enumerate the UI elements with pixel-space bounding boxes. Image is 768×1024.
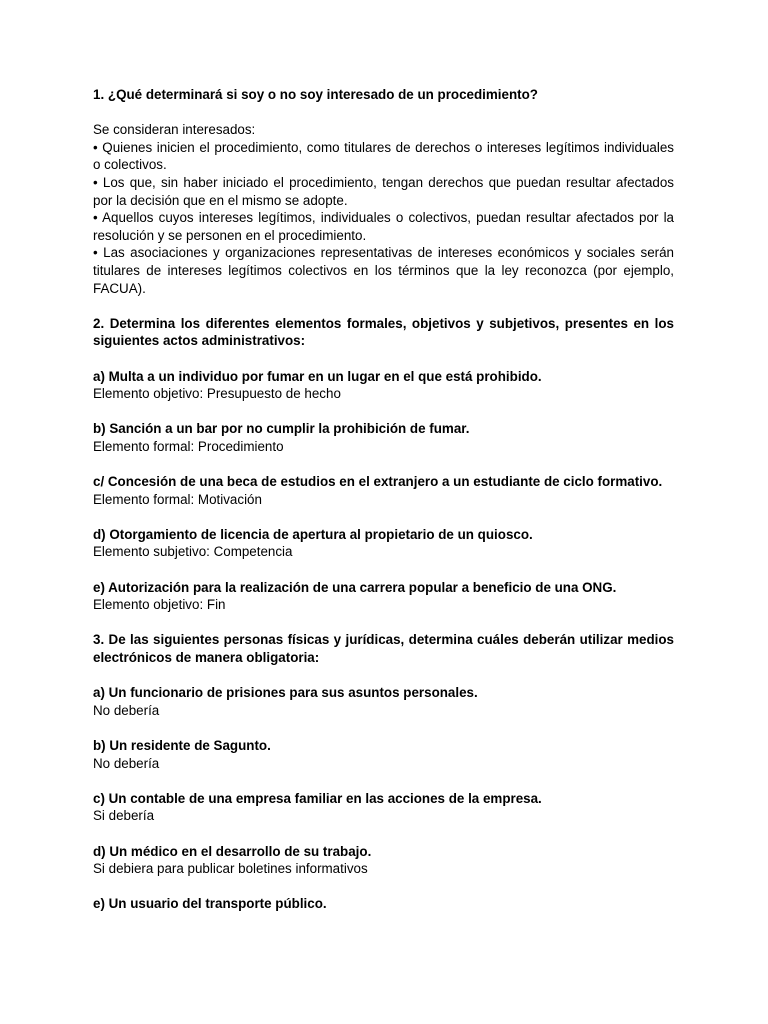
question-3-item: e) Un usuario del transporte público.	[93, 896, 327, 912]
question-2-item: a) Multa a un individuo por fumar en un lugar en el que está prohibido.	[93, 368, 542, 384]
question-1-bullet: • Las asociaciones y organizaciones representativas de intereses económicos y sociales serán titulares de intereses legítimos colectivos en los términos que la ley reconozca (por ejemplo, FACUA).	[93, 245, 674, 296]
question-2-title: 2. Determina los diferentes elementos formales, objetivos y subjetivos, presentes en los siguientes actos administrativos:	[93, 315, 674, 349]
question-2-answer: Elemento formal: Motivación	[93, 491, 262, 507]
question-2-item: d) Otorgamiento de licencia de apertura al propietario de un quiosco.	[93, 526, 533, 542]
question-1-bullet: • Quienes inicien el procedimiento, como titulares de derechos o intereses legítimos individuales o colectivos.	[93, 139, 674, 173]
document-body	[93, 86, 674, 913]
question-1-title: 1. ¿Qué determinará si soy o no soy interesado de un procedimiento?	[93, 87, 538, 102]
question-3-item: a) Un funcionario de prisiones para sus asuntos personales.	[93, 685, 478, 701]
question-3-item: c) Un contable de una empresa familiar en las acciones de la empresa.	[93, 790, 542, 806]
question-3-title: 3. De las siguientes personas físicas y jurídicas, determina cuáles deberán utilizar medios electrónicos de manera obligatoria:	[93, 632, 674, 665]
question-3-answer: No debería	[93, 755, 160, 771]
question-2-answer: Elemento formal: Procedimiento	[93, 438, 284, 454]
question-2-answer: Elemento objetivo: Fin	[93, 597, 226, 613]
question-3-answer: No debería	[93, 702, 160, 718]
question-1-bullet: • Los que, sin haber iniciado el procedimiento, tengan derechos que puedan resultar afectados por la decisión que en el mismo se adopte.	[93, 174, 674, 208]
question-1-bullet: • Aquellos cuyos intereses legítimos, individuales o colectivos, puedan resultar afectados por la resolución y se personen en el procedimiento.	[93, 210, 674, 243]
question-2-item: c/ Concesión de una beca de estudios en el extranjero a un estudiante de ciclo formativo.	[93, 474, 663, 490]
question-2-item: e) Autorización para la realización de una carrera popular a beneficio de una ONG.	[93, 579, 617, 595]
question-1-intro: Se consideran interesados:	[93, 122, 256, 138]
question-3-answer: Si debería	[93, 808, 155, 824]
question-3-item: b) Un residente de Sagunto.	[93, 737, 271, 753]
question-2-answer: Elemento subjetivo: Competencia	[93, 544, 293, 560]
question-3-answer: Si debiera para publicar boletines informativos	[93, 861, 368, 877]
question-3-item: d) Un médico en el desarrollo de su trabajo.	[93, 843, 372, 859]
question-2-item: b) Sanción a un bar por no cumplir la prohibición de fumar.	[93, 421, 470, 437]
question-2-answer: Elemento objetivo: Presupuesto de hecho	[93, 386, 341, 402]
